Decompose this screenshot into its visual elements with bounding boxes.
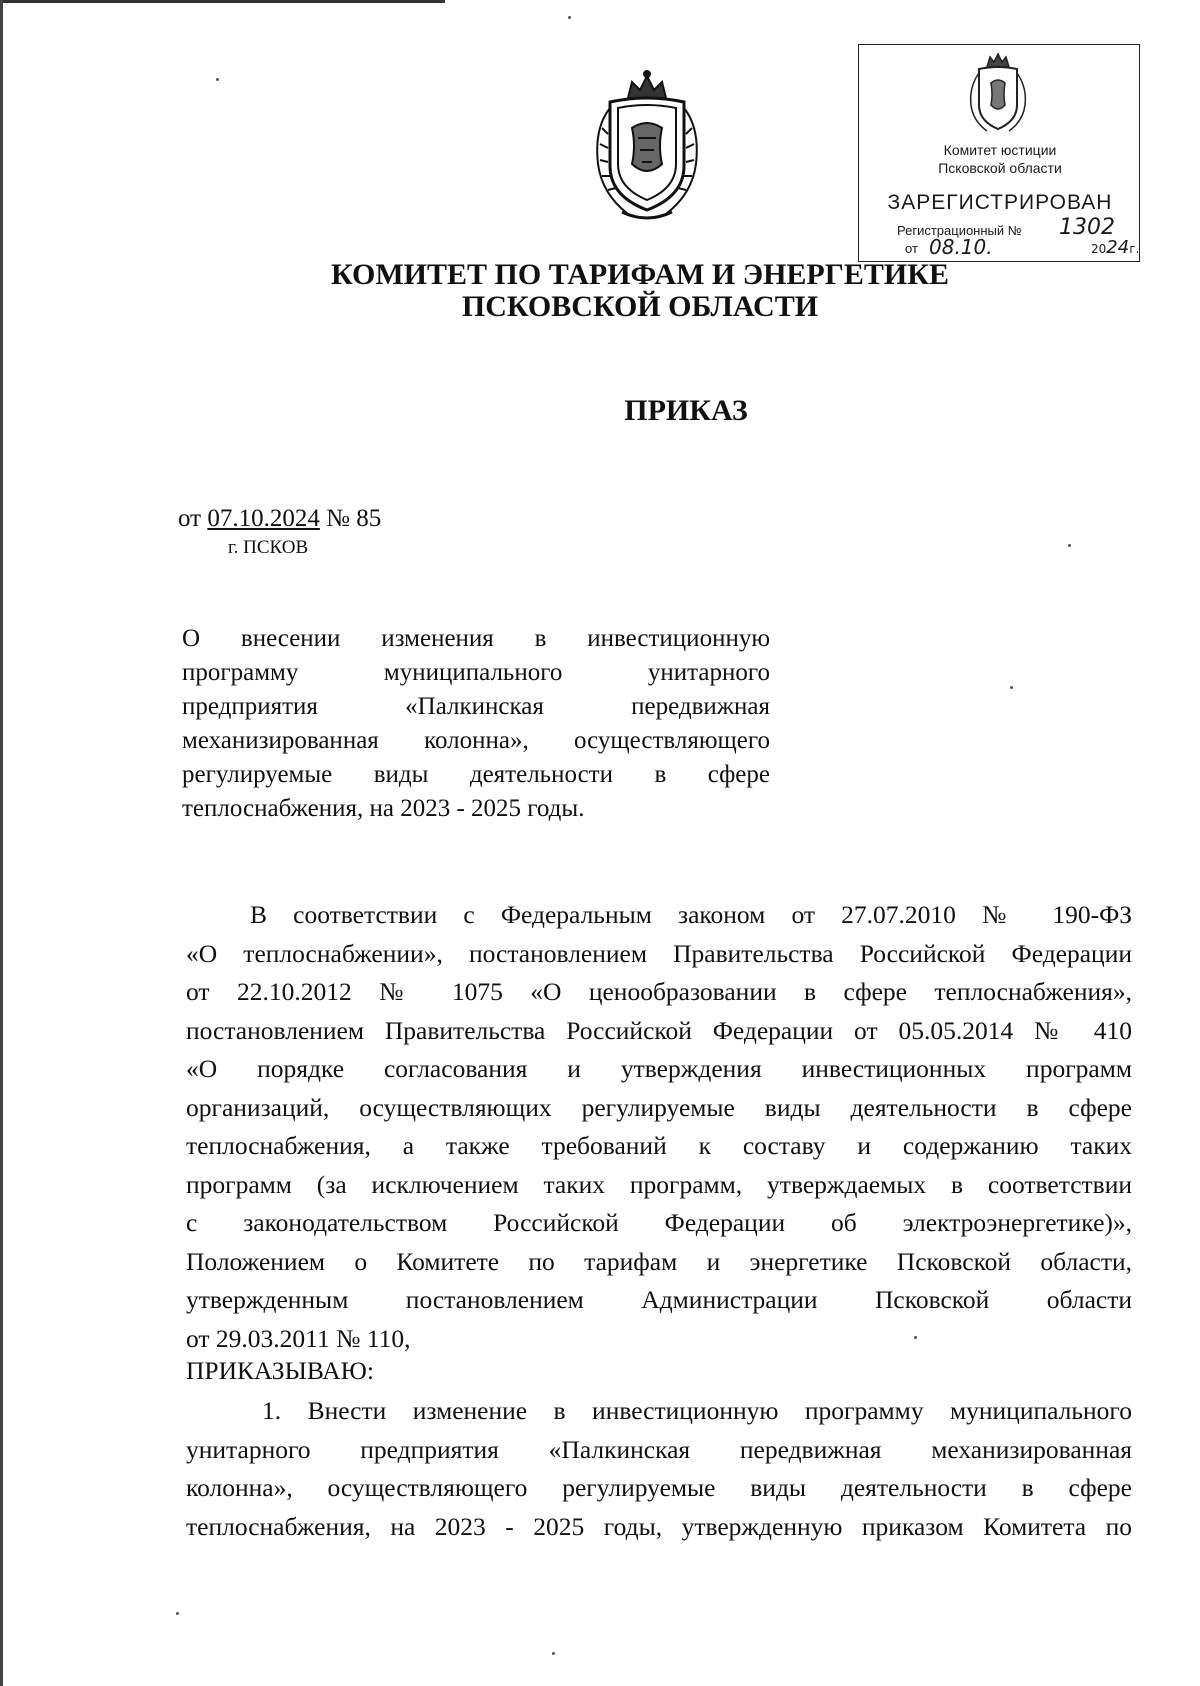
coat-of-arms-icon bbox=[588, 68, 706, 226]
registration-stamp bbox=[858, 44, 1140, 262]
stamp-date-prefix: от bbox=[905, 241, 918, 256]
item-1-line: теплоснабжения, на 2023 - 2025 годы, утвержденную приказом Комитета по bbox=[186, 1511, 1132, 1541]
document-type-heading: ПРИКАЗ bbox=[624, 394, 748, 427]
scan-speck bbox=[914, 1336, 917, 1339]
stamp-year bbox=[1091, 237, 1139, 258]
scan-edge-top bbox=[0, 0, 445, 3]
preamble-line: от 22.10.2012 № 1075 «О ценообразовании в сфере теплоснабжения», bbox=[186, 977, 1132, 1006]
order-subject bbox=[182, 622, 770, 826]
scan-speck bbox=[552, 1652, 555, 1655]
preamble-line: «О порядке согласования и утверждения инвестиционных программ bbox=[186, 1054, 1132, 1083]
subject-line: регулируемые виды деятельности в сфере bbox=[182, 761, 770, 788]
stamp-emblem-icon bbox=[965, 51, 1031, 137]
order-word-block bbox=[186, 1352, 1132, 1391]
subject-line: О внесении изменения в инвестиционную bbox=[182, 625, 770, 652]
stamp-status: ЗАРЕГИСТРИРОВАН bbox=[887, 191, 1113, 214]
item-1-paragraph bbox=[186, 1392, 1132, 1546]
stamp-reg-label: Регистрационный № bbox=[897, 223, 1022, 238]
stamp-org-line1: Комитет юстиции bbox=[943, 142, 1057, 158]
stamp-reg-number: 1302 bbox=[1059, 215, 1115, 240]
committee-title-line1: КОМИТЕТ ПО ТАРИФАМ И ЭНЕРГЕТИКЕ bbox=[331, 258, 949, 291]
item-1-line: колонна», осуществляющего регулируемые виды деятельности в сфере bbox=[186, 1473, 1132, 1502]
preamble-line: «О теплоснабжении», постановлением Правительства Российской Федерации bbox=[186, 938, 1132, 968]
subject-line: механизированная колонна», осуществляющего bbox=[182, 727, 770, 754]
preamble-line: организаций, осуществляющих регулируемые виды деятельности в сфере bbox=[186, 1092, 1132, 1122]
preamble-line: В соответствии с Федеральным законом от 27.07.2010 № 190-ФЗ bbox=[250, 900, 1132, 929]
item-1-line: унитарного предприятия «Палкинская передвижная механизированная bbox=[186, 1434, 1132, 1464]
stamp-year-letter: г. bbox=[1129, 242, 1140, 256]
preamble-line: от 29.03.2011 № 110, bbox=[186, 1323, 411, 1353]
preamble-line: постановлением Правительства Российской Федерации от 05.05.2014 № 410 bbox=[186, 1015, 1132, 1045]
order-word: ПРИКАЗЫВАЮ: bbox=[186, 1356, 374, 1385]
order-date: 07.10.2024 bbox=[207, 505, 320, 532]
stamp-year-suffix: 24 bbox=[1106, 237, 1130, 258]
preamble-line: Положением о Комитете по тарифам и энергетике Псковской области, bbox=[186, 1246, 1132, 1276]
subject-line: предприятия «Палкинская передвижная bbox=[182, 693, 770, 720]
committee-title-line2: ПСКОВСКОЙ ОБЛАСТИ bbox=[461, 290, 819, 323]
scan-edge-left bbox=[0, 0, 3, 1686]
subject-line: теплоснабжения, на 2023 - 2025 годы. bbox=[182, 795, 585, 822]
scan-speck bbox=[568, 16, 571, 19]
scan-speck bbox=[1010, 686, 1013, 689]
stamp-org-line2: Псковской области bbox=[938, 160, 1062, 176]
order-date-number bbox=[178, 505, 381, 533]
preamble-line: с законодательством Российской Федерации об электроэнергетике)», bbox=[186, 1208, 1132, 1237]
stamp-organization bbox=[859, 141, 1141, 177]
scan-speck bbox=[176, 1612, 179, 1615]
order-city: г. ПСКОВ bbox=[228, 537, 309, 558]
scan-speck bbox=[216, 78, 219, 81]
stamp-date-handwritten: 08.10. bbox=[929, 235, 993, 259]
date-prefix: от bbox=[178, 505, 202, 532]
order-number: № 85 bbox=[326, 505, 382, 532]
item-1-line: 1. Внести изменение в инвестиционную программу муниципального bbox=[262, 1396, 1132, 1425]
preamble-line: утвержденным постановлением Администрации Псковской области bbox=[186, 1285, 1132, 1314]
stamp-year-prefix: 20 bbox=[1091, 242, 1107, 256]
preamble-paragraph bbox=[186, 896, 1132, 1358]
preamble-line: программ (за исключением таких программ, утверждаемых в соответствии bbox=[186, 1169, 1132, 1199]
scan-speck bbox=[1068, 544, 1071, 547]
subject-line: программу муниципального унитарного bbox=[182, 659, 770, 686]
preamble-line: теплоснабжения, а также требований к составу и содержанию таких bbox=[186, 1131, 1132, 1160]
